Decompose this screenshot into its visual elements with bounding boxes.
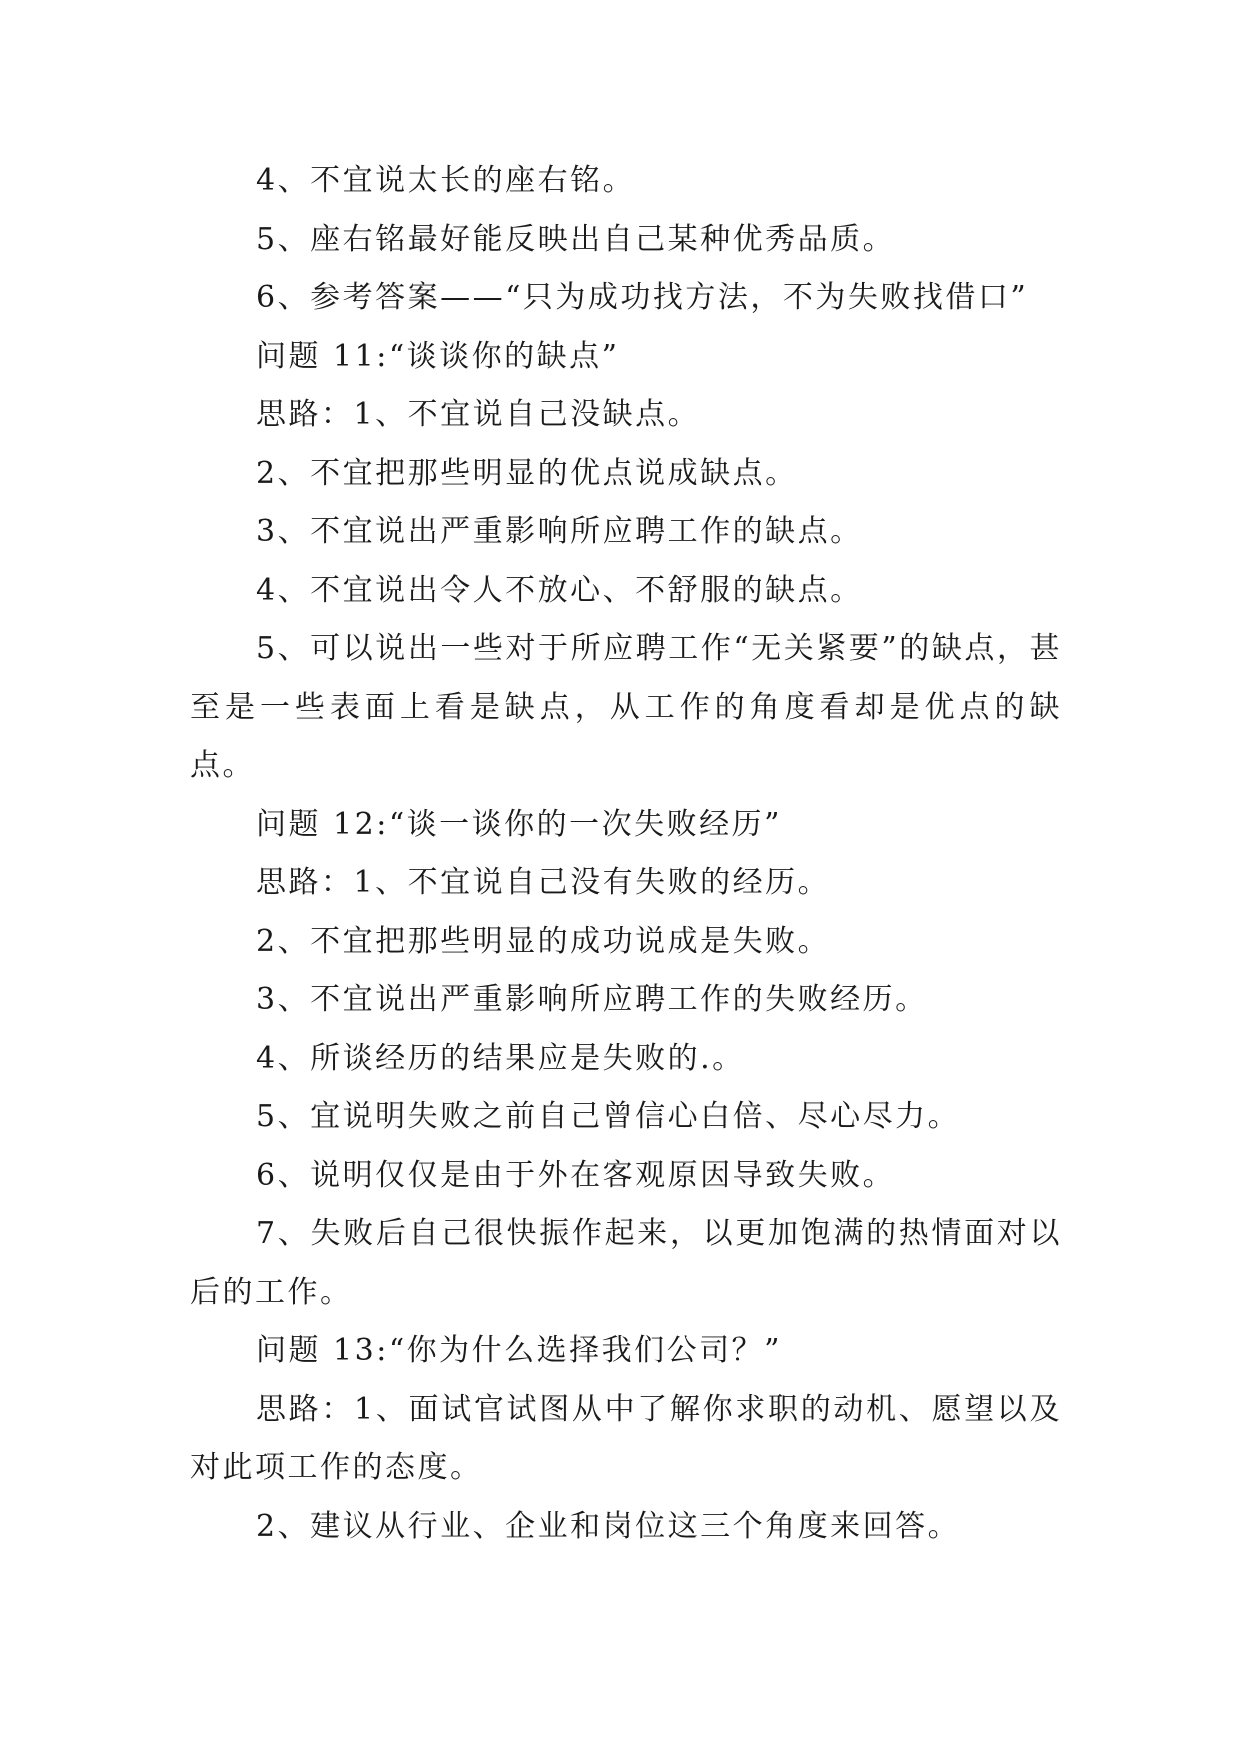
paragraph-8: 4、不宜说出令人不放心、不舒服的缺点。 (256, 572, 863, 608)
paragraph-20: 2、建议从行业、企业和岗位这三个角度来回答。 (256, 1508, 961, 1544)
paragraph-17: 7、失败后自己很快振作起来，以更加饱满的热情面对以后的工作。 (190, 1216, 1062, 1310)
paragraph-14: 4、所谈经历的结果应是失败的.。 (256, 1040, 745, 1076)
paragraph-5: 思路：1、不宜说自己没缺点。 (256, 397, 701, 432)
paragraph-11: 思路：1、不宜说自己没有失败的经历。 (256, 865, 831, 900)
paragraph-2: 5、座右铭最好能反映出自己某种优秀品质。 (256, 221, 896, 257)
question-11-heading: 问题 11:“谈谈你的缺点” (256, 338, 620, 374)
paragraph-19: 思路：1、面试官试图从中了解你求职的动机、愿望以及对此项工作的态度。 (190, 1391, 1062, 1485)
paragraph-15: 5、宜说明失败之前自己曾信心白倍、尽心尽力。 (256, 1099, 961, 1134)
paragraph-1: 4、不宜说太长的座右铭。 (256, 163, 636, 198)
question-12-heading: 问题 12:“谈一谈你的一次失败经历” (256, 806, 782, 842)
paragraph-7: 3、不宜说出严重影响所应聘工作的缺点。 (256, 514, 863, 549)
paragraph-3: 6、参考答案——“只为成功找方法，不为失败找借口” (256, 280, 1029, 315)
paragraph-16: 6、说明仅仅是由于外在客观原因导致失败。 (256, 1157, 896, 1193)
paragraph-9: 5、可以说出一些对于所应聘工作“无关紧要”的缺点，甚至是一些表面上看是缺点，从工作的角度看却是优点的缺点。 (190, 631, 1062, 783)
paragraph-6: 2、不宜把那些明显的优点说成缺点。 (256, 455, 798, 491)
paragraph-12: 2、不宜把那些明显的成功说成是失败。 (256, 923, 831, 959)
paragraph-13: 3、不宜说出严重影响所应聘工作的失败经历。 (256, 982, 928, 1017)
document-page (190, 152, 1062, 1556)
question-13-heading: 问题 13:“你为什么选择我们公司？” (256, 1333, 782, 1368)
